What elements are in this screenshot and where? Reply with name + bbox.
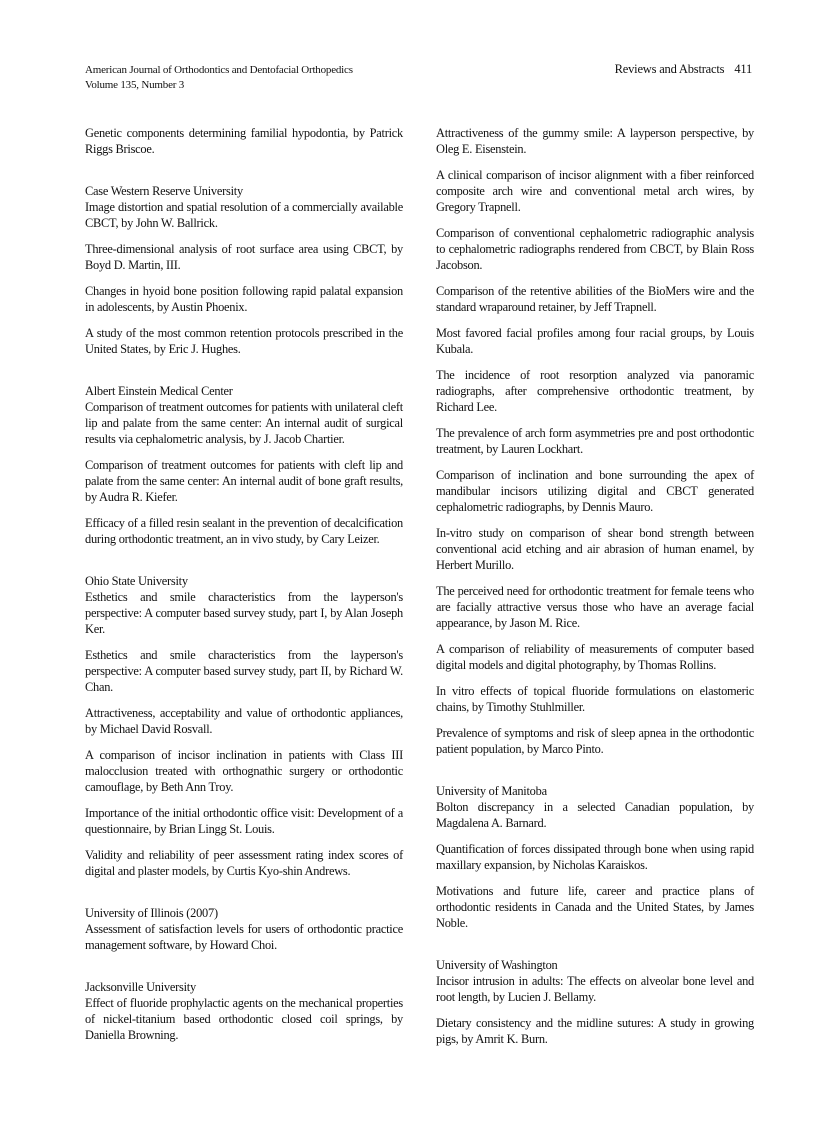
abstract-entry: The incidence of root resorption analyzed via panoramic radiographs, after comprehensive orthodontic treatment, by Richard Lee. — [436, 368, 754, 414]
abstract-entry: Motivations and future life, career and practice plans of orthodontic residents in Canada and the United States, by James Noble. — [436, 884, 754, 930]
abstract-entry: Esthetics and smile characteristics from the layperson's perspective: A computer based survey study, part I, by Alan Joseph Ker. — [85, 590, 403, 636]
abstract-entry: The prevalence of arch form asymmetries pre and post orthodontic treatment, by Lauren Lockhart. — [436, 426, 754, 456]
running-header-left — [85, 63, 353, 93]
abstract-entry: The perceived need for orthodontic treatment for female teens who are facially attractive versus those who have an average facial appearance, by Jason M. Rice. — [436, 584, 754, 630]
abstract-entry: Esthetics and smile characteristics from the layperson's perspective: A computer based survey study, part II, by Richard W. Chan. — [85, 648, 403, 694]
journal-volume: Volume 135, Number 3 — [85, 79, 185, 91]
institution-heading: Jacksonville University — [85, 980, 196, 994]
abstract-entry: In-vitro study on comparison of shear bond strength between conventional acid etching and air abrasion of human enamel, by Herbert Murillo. — [436, 526, 754, 572]
abstract-entry: Bolton discrepancy in a selected Canadian population, by Magdalena A. Barnard. — [436, 800, 754, 830]
institution-heading: Ohio State University — [85, 574, 188, 588]
abstract-entry: Prevalence of symptoms and risk of sleep apnea in the orthodontic patient population, by Marco Pinto. — [436, 726, 754, 756]
abstract-entry: Quantification of forces dissipated through bone when using rapid maxillary expansion, by Nicholas Karaiskos. — [436, 842, 754, 872]
institution-heading: Case Western Reserve University — [85, 184, 243, 198]
abstract-entry: Most favored facial profiles among four racial groups, by Louis Kubala. — [436, 326, 754, 356]
abstract-entry: Three-dimensional analysis of root surface area using CBCT, by Boyd D. Martin, III. — [85, 242, 403, 272]
abstract-entry: A comparison of reliability of measurements of computer based digital models and digital photography, by Thomas Rollins. — [436, 642, 754, 672]
abstract-entry: A clinical comparison of incisor alignment with a fiber reinforced composite arch wire and conventional metal arch wires, by Gregory Trapnell. — [436, 168, 754, 214]
page-number: 411 — [734, 62, 752, 76]
left-column — [85, 125, 403, 1053]
abstract-entry: Incisor intrusion in adults: The effects on alveolar bone level and root length, by Lucien J. Bellamy. — [436, 974, 754, 1004]
section-title: Reviews and Abstracts — [614, 62, 725, 76]
abstract-entry: Comparison of inclination and bone surrounding the apex of mandibular incisors utilizing digital and CBCT generated cephalometric radiographs, by Dennis Mauro. — [436, 468, 754, 514]
abstract-entry: Validity and reliability of peer assessment rating index scores of digital and plaster models, by Curtis Kyo-shin Andrews. — [85, 848, 403, 878]
abstract-entry: Dietary consistency and the midline sutures: A study in growing pigs, by Amrit K. Burn. — [436, 1016, 754, 1046]
institution-heading: University of Illinois (2007) — [85, 906, 218, 920]
abstract-entry: Image distortion and spatial resolution of a commercially available CBCT, by John W. Ballrick. — [85, 200, 403, 230]
journal-title: American Journal of Orthodontics and Dentofacial Orthopedics — [85, 64, 353, 76]
abstract-entry: Efficacy of a filled resin sealant in the prevention of decalcification during orthodontic treatment, an in vivo study, by Cary Leizer. — [85, 516, 403, 546]
institution-heading: Albert Einstein Medical Center — [85, 384, 233, 398]
abstract-entry: Importance of the initial orthodontic office visit: Development of a questionnaire, by Brian Lingg St. Louis. — [85, 806, 403, 836]
abstract-entry: Effect of fluoride prophylactic agents on the mechanical properties of nickel-titanium based orthodontic closed coil springs, by Daniella Browning. — [85, 996, 403, 1042]
abstract-entry: In vitro effects of topical fluoride formulations on elastomeric chains, by Timothy Stuhlmiller. — [436, 684, 754, 714]
abstract-entry: Comparison of treatment outcomes for patients with unilateral cleft lip and palate from the same center: An internal audit of surgical results via cephalometric analysis, by J. Jacob Chartier. — [85, 400, 403, 446]
running-header-right — [615, 62, 752, 77]
institution-heading: University of Manitoba — [436, 784, 547, 798]
abstract-entry: A study of the most common retention protocols prescribed in the United States, by Eric J. Hughes. — [85, 326, 403, 356]
institution-heading: University of Washington — [436, 958, 558, 972]
abstract-entry: Changes in hyoid bone position following rapid palatal expansion in adolescents, by Austin Phoenix. — [85, 284, 403, 314]
abstract-entry: Attractiveness of the gummy smile: A layperson perspective, by Oleg E. Eisenstein. — [436, 126, 754, 156]
abstract-entry: A comparison of incisor inclination in patients with Class III malocclusion treated with orthognathic surgery or orthodontic camouflage, by Beth Ann Troy. — [85, 748, 403, 794]
abstract-entry: Comparison of conventional cephalometric radiographic analysis to cephalometric radiographs rendered from CBCT, by Blain Ross Jacobson. — [436, 226, 754, 272]
right-column — [436, 125, 754, 1057]
abstract-entry: Comparison of the retentive abilities of the BioMers wire and the standard wraparound retainer, by Jeff Trapnell. — [436, 284, 754, 314]
abstract-entry: Comparison of treatment outcomes for patients with cleft lip and palate from the same center: An internal audit of bone graft results, by Audra R. Kiefer. — [85, 458, 403, 504]
abstract-entry: Assessment of satisfaction levels for users of orthodontic practice management software, by Howard Choi. — [85, 922, 403, 952]
abstract-entry: Attractiveness, acceptability and value of orthodontic appliances, by Michael David Rosvall. — [85, 706, 403, 736]
abstract-entry: Genetic components determining familial hypodontia, by Patrick Riggs Briscoe. — [85, 126, 403, 156]
